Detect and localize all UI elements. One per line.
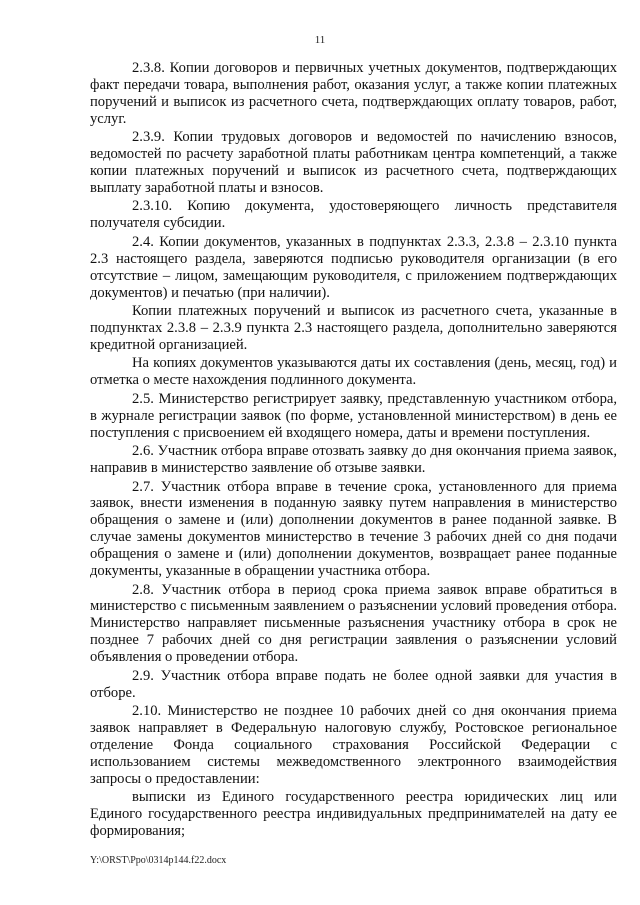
page-number: 11 <box>314 34 326 46</box>
paragraph-registry-extract: выписки из Единого государственного реестра юридических лиц или Единого государственного реестра индивидуальных предпринимателей на дату ее формирования; <box>90 789 617 839</box>
paragraph-2-5: 2.5. Министерство регистрирует заявку, представленную участником отбора, в журнале регистрации заявок (по форме, установленной министерством) в день ее поступления с присвоением ей входящего номера, даты и времени поступления. <box>90 390 617 441</box>
paragraph-2-8: 2.8. Участник отбора в период срока приема заявок вправе обратиться в министерство с письменным заявлением о разъяснении условий проведения отбора. Министерство направляет письменные разъяснения участнику отбора в срок не позднее 7 рабочих дней со дня регистрации заявления о разъяснении условий объявления о проведении отбора. <box>90 581 617 666</box>
paragraph-2-10: 2.10. Министерство не позднее 10 рабочих дней со дня окончания приема заявок направляет в Федеральную налоговую службу, Ростовское региональное отделение Фонда социального страхования Российской Федерации с использованием системы межведомственного электронного взаимодействия запросы о предоставлении: <box>90 703 617 787</box>
paragraph-2-6: 2.6. Участник отбора вправе отозвать заявку до дня окончания приема заявок, направив в министерство заявление об отзыве заявки. <box>90 443 617 476</box>
paragraph-2-4: 2.4. Копии документов, указанных в подпунктах 2.3.3, 2.3.8 – 2.3.10 пункта 2.3 настоящего раздела, заверяются подписью руководителя организации (в его отсутствие – лицом, замещающим руководителя, с приложением подтверждающих документов) и печатью (при наличии). <box>90 233 617 301</box>
paragraph-2-7: 2.7. Участник отбора вправе в течение срока, установленного для приема заявок, внести изменения в поданную заявку путем направления в министерство обращения о замене и (или) дополнении документов в ранее поданной заявке. В случае замены документов министерство в течение 3 рабочих дней со дня подачи обращения о замене и (или) дополнении документов, возвращает ранее поданные документы, указанные в обращении участника отбора. <box>90 478 617 580</box>
paragraph-2-3-10: 2.3.10. Копию документа, удостоверяющего личность представителя получателя субсидии. <box>90 198 617 232</box>
paragraph-2-3-8: 2.3.8. Копии договоров и первичных учетных документов, подтверждающих факт передачи товара, выполнения работ, оказания услуг, а также копии платежных поручений и выписок из расчетного счета, подтверждающих оплату товаров, работ, услуг. <box>90 60 617 127</box>
document-body <box>90 60 617 842</box>
paragraph-2-3-9: 2.3.9. Копии трудовых договоров и ведомостей по начислению взносов, ведомостей по расчету заработной платы работникам центра компетенций, а также копии платежных поручений и выписок из расчетного счета, подтверждающих выплату заработной платы и взносов. <box>90 129 617 196</box>
paragraph-bank-certification: Копии платежных поручений и выписок из расчетного счета, указанные в подпунктах 2.3.8 – 2.3.9 пункта 2.3 настоящего раздела, дополнительно заверяются кредитной организацией. <box>90 303 617 353</box>
paragraph-copy-dates: На копиях документов указываются даты их составления (день, месяц, год) и отметка о месте нахождения подлинного документа. <box>90 355 617 389</box>
paragraph-2-9: 2.9. Участник отбора вправе подать не более одной заявки для участия в отборе. <box>90 667 617 701</box>
file-path-footer: Y:\ORST\Ppo\0314p144.f22.docx <box>90 855 227 866</box>
